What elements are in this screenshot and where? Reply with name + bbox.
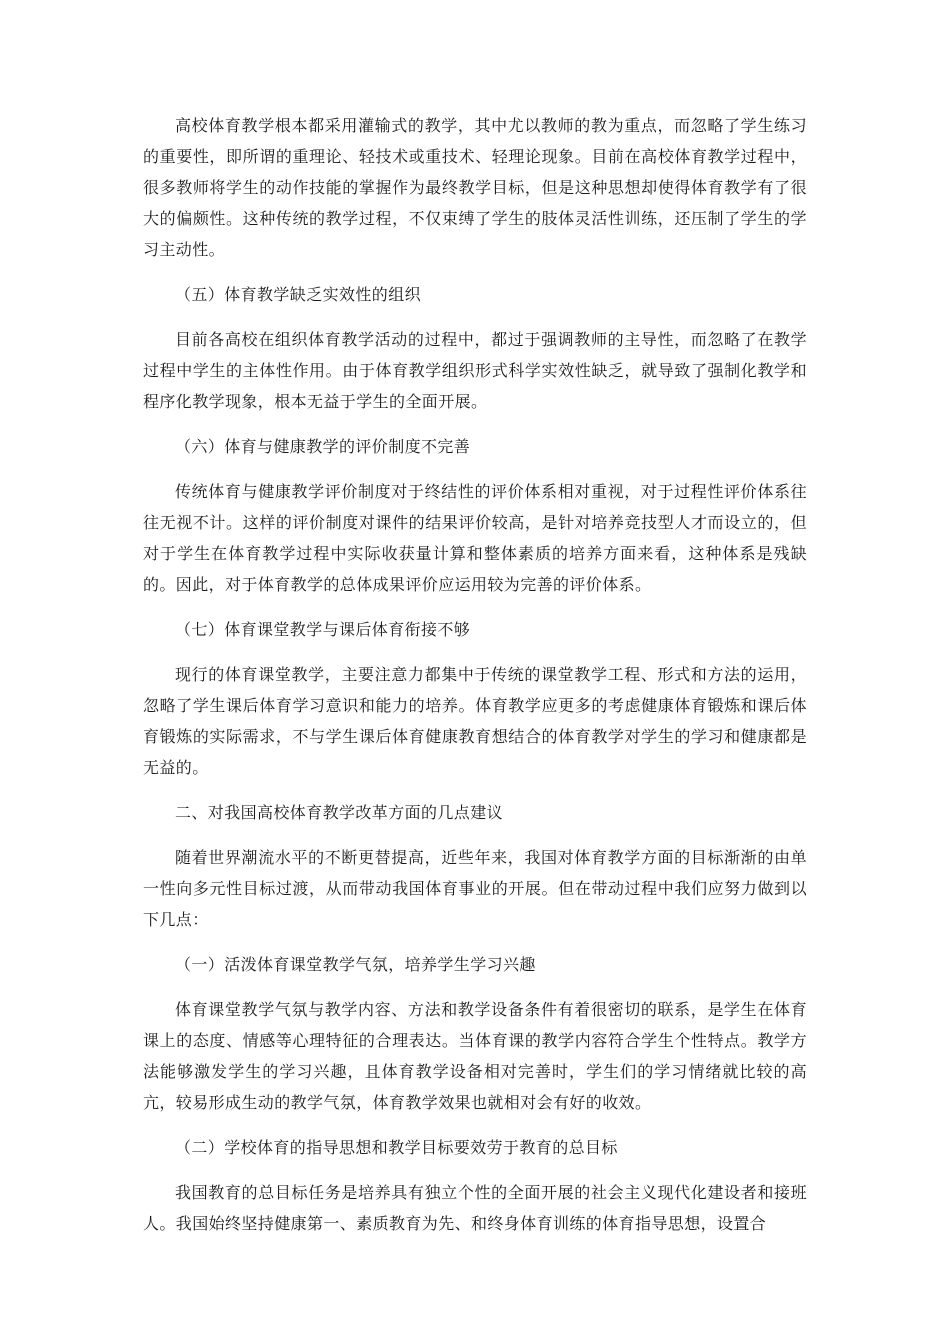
heading-section-7: （七）体育课堂教学与课后体育衔接不够 <box>175 620 471 639</box>
heading-part-2: 二、对我国高校体育教学改革方面的几点建议 <box>175 803 504 822</box>
paragraph-after-class: 现行的体育课堂教学，主要注意力都集中于传统的课堂教学工程、形式和方法的运用，忽略了学生课后体育学习意识和能力的培养。体育教学应更多的考虑健康体育锻炼和课后体育锻炼的实际需求，不与学生课后体育健康教育想结合的体育教学对学生的学习和健康都是无益的。 <box>143 665 807 777</box>
heading-section-6: （六）体育与健康教学的评价制度不完善 <box>175 437 471 456</box>
heading-suggestion-1: （一）活泼体育课堂教学气氛，培养学生学习兴趣 <box>175 955 536 974</box>
document-page <box>143 110 807 1253</box>
heading-suggestion-2: （二）学校体育的指导思想和教学目标要效劳于教育的总目标 <box>175 1138 618 1157</box>
paragraph-evaluation: 传统体育与健康教学评价制度对于终结性的评价体系相对重视，对于过程性评价体系往往无视不计。这样的评价制度对课件的结果评价较高，是针对培养竞技型人才而设立的，但对于学生在体育教学过程中实际收获量计算和整体素质的培养方面来看，这种体系是残缺的。因此，对于体育教学的总体成果评价应运用较为完善的评价体系。 <box>143 482 807 594</box>
paragraph-classroom-atmosphere: 体育课堂教学气氛与教学内容、方法和教学设备条件有着很密切的联系，是学生在体育课上的态度、情感等心理特征的合理表达。当体育课的教学内容符合学生个性特点。教学方法能够激发学生的学习兴趣，且体育教学设备相对完善时，学生们的学习情绪就比较的高亢，较易形成生动的教学气氛，体育教学效果也就相对会有好的收效。 <box>143 1000 807 1112</box>
paragraph-suggestions-intro: 随着世界潮流水平的不断更替提高，近些年来，我国对体育教学方面的目标渐渐的由单一性向多元性目标过渡，从而带动我国体育事业的开展。但在带动过程中我们应努力做到以下几点： <box>143 848 807 929</box>
paragraph-organization: 目前各高校在组织体育教学活动的过程中，都过于强调教师的主导性，而忽略了在教学过程中学生的主体性作用。由于体育教学组织形式科学实效性缺乏，就导致了强制化教学和程序化教学现象，根本无益于学生的全面开展。 <box>143 330 807 411</box>
paragraph-education-goal: 我国教育的总目标任务是培养具有独立个性的全面开展的社会主义现代化建设者和接班人。我国始终坚持健康第一、素质教育为先、和终身体育训练的体育指导思想，设置合 <box>143 1183 807 1233</box>
paragraph-traditional-teaching: 高校体育教学根本都采用灌输式的教学，其中尤以教师的教为重点，而忽略了学生练习的重要性，即所谓的重理论、轻技术或重技术、轻理论现象。目前在高校体育教学过程中，很多教师将学生的动作技能的掌握作为最终教学目标，但是这种思想却使得体育教学有了很大的偏颇性。这种传统的教学过程，不仅束缚了学生的肢体灵活性训练，还压制了学生的学习主动性。 <box>143 116 807 259</box>
heading-section-5: （五）体育教学缺乏实效性的组织 <box>175 285 422 304</box>
